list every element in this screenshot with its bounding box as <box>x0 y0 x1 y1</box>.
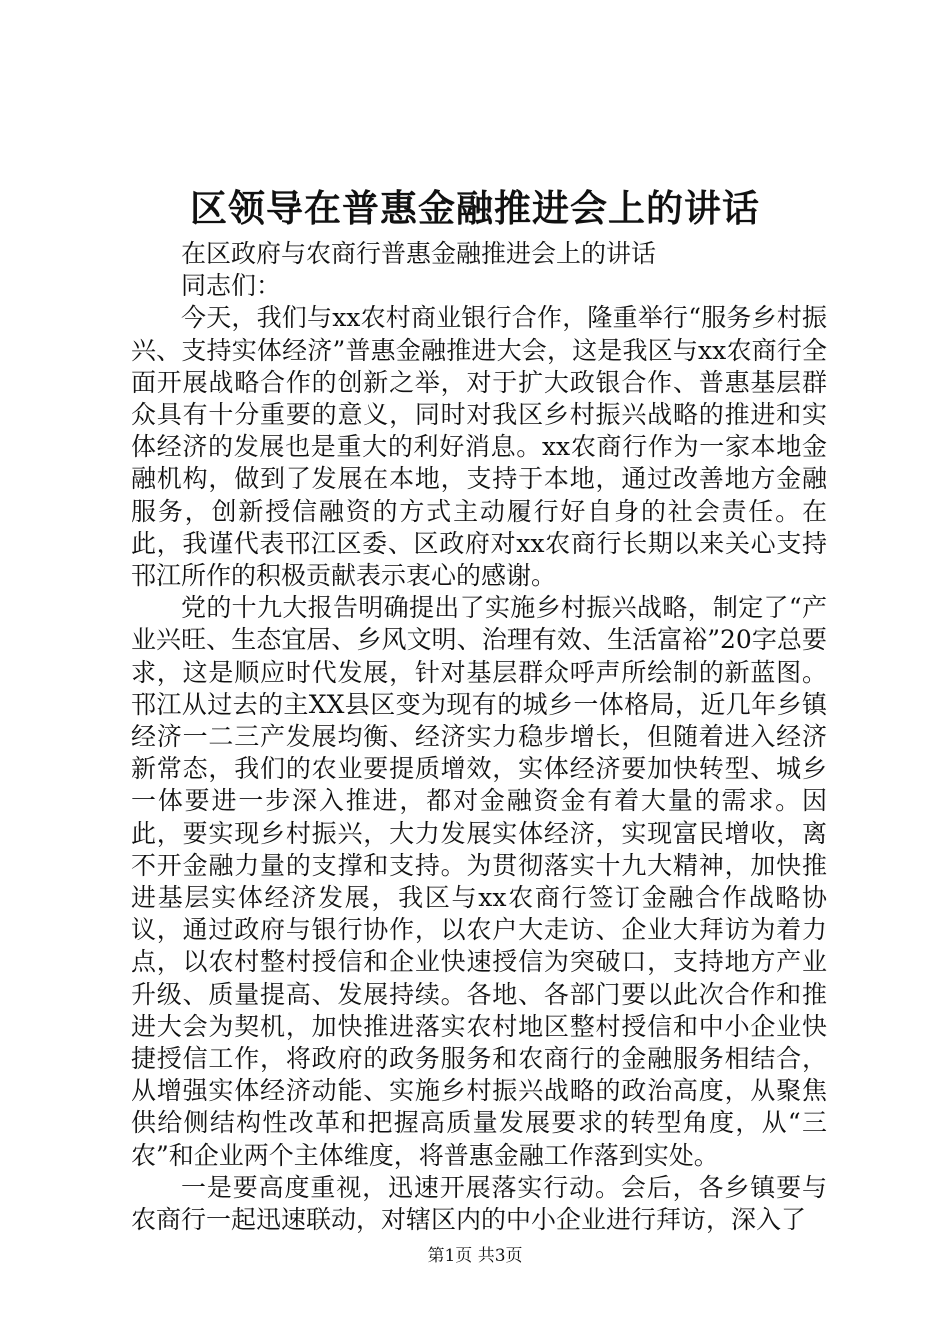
subtitle-line: 在区政府与农商行普惠金融推进会上的讲话 <box>181 239 657 268</box>
document-title: 区领导在普惠金融推进会上的讲话 <box>190 186 760 230</box>
paragraph: 一是要高度重视，迅速开展落实行动。会后，各乡镇要与农商行一起迅速联动，对辖区内的中小企业进行拜访，深入了 <box>131 1172 827 1235</box>
page-number-footer: 第1页 共3页 <box>427 1246 523 1266</box>
paragraph: 今天，我们与xx农村商业银行合作，隆重举行“服务乡村振兴、支持实体经济”普惠金融推进大会，这是我区与xx农商行全面开展战略合作的创新之举，对于扩大政银合作、普惠基层群众具有十分重要的意义，同时对我区乡村振兴战略的推进和实体经济的发展也是重大的利好消息。xx农商行作为一家本地金融机构，做到了发展在本地，支持于本地，通过改善地方金融服务，创新授信融资的方式主动履行好自身的社会责任。在此，我谨代表邗江区委、区政府对xx农商行长期以来关心支持邗江所作的积极贡献表示衷心的感谢。 <box>131 303 827 591</box>
salutation: 同志们： <box>181 271 282 301</box>
document-body <box>131 238 827 1236</box>
paragraph: 党的十九大报告明确提出了实施乡村振兴战略，制定了“产业兴旺、生态宜居、乡风文明、治理有效、生活富裕”20字总要求，这是顺应时代发展，针对基层群众呼声所绘制的新蓝图。邗江从过去的主XX县区变为现有的城乡一体格局，近几年乡镇经济一二三产发展均衡、经济实力稳步增长，但随着进入经济新常态，我们的农业要提质增效，实体经济要加快转型、城乡一体要进一步深入推进，都对金融资金有着大量的需求。因此，要实现乡村振兴，大力发展实体经济，实现富民增收，离不开金融力量的支撑和支持。为贯彻落实十九大精神，加快推进基层实体经济发展，我区与xx农商行签订金融合作战略协议，通过政府与银行协作，以农户大走访、企业大拜访为着力点，以农村整村授信和企业快速授信为突破口，支持地方产业升级、质量提高、发展持续。各地、各部门要以此次合作和推进大会为契机，加快推进落实农村地区整村授信和中小企业快捷授信工作，将政府的政务服务和农商行的金融服务相结合，从增强实体经济动能、实施乡村振兴战略的政治高度，从聚焦供给侧结构性改革和把握高质量发展要求的转型角度，从“三农”和企业两个主体维度，将普惠金融工作落到实处。 <box>131 593 827 1170</box>
